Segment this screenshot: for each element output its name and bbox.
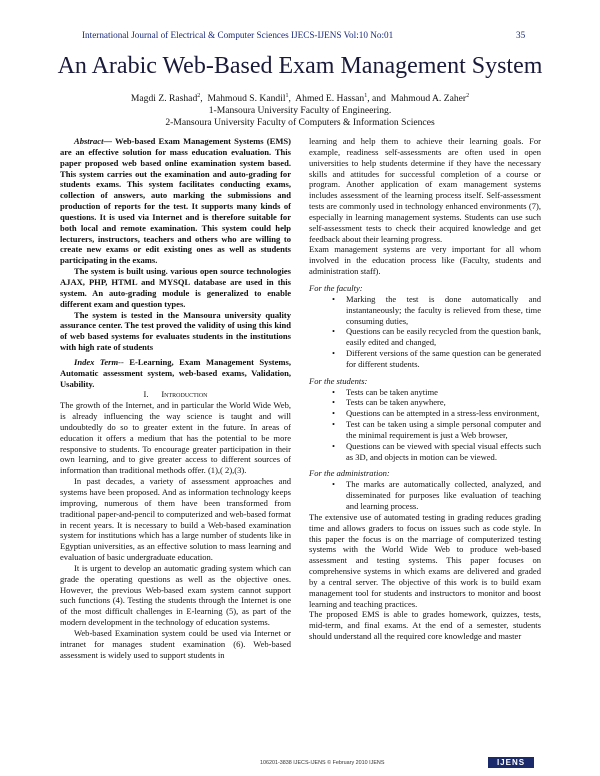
author-conjunction: , and <box>367 93 386 105</box>
paper-title: An Arabic Web-Based Exam Management System <box>57 53 543 79</box>
right-column <box>309 136 541 642</box>
list-label-administration: For the administration: <box>309 468 390 479</box>
index-terms-text: E-Learning, Exam Management Systems, Automatic assessment system, web-based exams, Validation, Usability. <box>60 356 291 389</box>
students-list <box>309 387 541 463</box>
section-heading <box>60 389 291 400</box>
body-paragraph: The growth of the Internet, and in particular the World Wide Web, is already influencing the way science is taught and will undoubtedly do so to greater extent in the future. In areas of education it offers a medium that has the potential to be more responsive to students. To encourage greater participation in their own learning, and to give greater access to different sources of information than traditional methods offer. (1),( 2),(3). <box>60 400 291 476</box>
abstract-paragraph <box>60 136 291 266</box>
affiliation-mark: 1 <box>285 93 289 99</box>
footer-text: 106201-3838 IJECS-IJENS © February 2010 IJENS <box>260 760 385 766</box>
journal-logo: IJENS <box>488 757 534 768</box>
faculty-list <box>309 294 541 370</box>
section-title: Introduction <box>161 389 208 400</box>
section-number: I. <box>143 389 149 400</box>
index-terms-label: Index Term-- <box>74 356 124 367</box>
page-number: 35 <box>516 30 526 40</box>
body-paragraph: Web-based Examination system could be used via Internet or intranet for manages student examination (6). Web-based assessment is widely used to support students in <box>60 627 291 660</box>
affiliation-1: 1-Mansoura University Faculty of Engineering. <box>208 105 392 117</box>
body-paragraph: It is urgent to develop an automatic grading system which can grade the operating questions as well as the objective ones. However, the previous Web-based exam system cannot support such functions (4). Testing the students through the Internet is one of the most difficult challenges in E-learning (5), as part of the modern development in the technology of education systems. <box>60 562 291 628</box>
author-block <box>0 90 600 129</box>
list-label-faculty: For the faculty: <box>309 282 363 293</box>
list-item: • Different versions of the same question can be generated for different students. <box>346 348 541 370</box>
affiliation-2: 2-Mansoura University Faculty of Computers & Information Sciences <box>165 117 435 129</box>
list-item: • Test can be taken using a simple personal computer and the minimal requirement is just a Web browser, <box>346 419 541 441</box>
list-item: • The marks are automatically collected, analyzed, and disseminated for purposes like evaluation of teaching and learning process. <box>346 479 541 512</box>
affiliation-mark: 2 <box>197 93 201 99</box>
body-paragraph: In past decades, a variety of assessment approaches and systems have been proposed. And as information technology keeps improving, numerous of them have been transformed from traditional paper-and-pencil to computerized and web-based format in recent years. It is necessary to build a Web-based examination system for institutions which has a large number of students like in Egyptian universities, as an effective solution to mass learning and evaluation of basic undergraduate education. <box>60 476 291 563</box>
list-item: • Tests can be taken anywhere, <box>346 397 541 408</box>
journal-name: International Journal of Electrical & Computer Sciences IJECS-IJENS Vol:10 No:01 <box>82 30 394 40</box>
abstract-paragraph: The system is built using. various open source technologies AJAX, PHP, HTML and MYSQL database are used in this system. An auto-grading module is generalized to enable different exam and question types. <box>60 266 291 309</box>
list-item: • Marking the test is done automatically and instantaneously; the faculty is relieved from these, time consuming duties, <box>346 294 541 327</box>
list-item: • Questions can be viewed with special visual effects such as 3D, and objects in motion can be viewed. <box>346 441 541 463</box>
left-column <box>60 136 291 661</box>
author-name: Magdi Z. Rashad <box>130 93 198 105</box>
list-item: • Questions can be easily recycled from the question bank, easily edited and changed, <box>346 326 541 348</box>
body-paragraph: The extensive use of automated testing in grading reduces grading time and allows graders to focus on issues such as code style. In this paper the focus is on the marriage of computerized testing systems with the World Wide Web to produce web-based assessment and testing systems. This paper focuses on comprehensive systems in which exams are delivered and graded by a central server. The objective of this work is to build exam management tool for students and instructors to monitor and boost learning and teaching practices. <box>309 511 541 609</box>
author-name: Ahmed E. Hassan <box>295 93 365 105</box>
author-line: Magdi Z. Rashad$^2$, Mahmoud S. Kandil$^1$, Ahmed E. Hassan$^1$, and Mahmoud A. Zaher$^2$ <box>130 93 470 105</box>
affiliation-mark: 1 <box>364 93 368 99</box>
body-paragraph: The proposed EMS is able to grades homework, quizzes, tests, mid-term, and final exams. At the end of a semester, students should understand all the required core knowledge and master <box>309 609 541 642</box>
administration-list <box>309 479 541 512</box>
list-label-students: For the students: <box>309 375 368 386</box>
body-paragraph: learning and help them to achieve their learning goals. For example, readiness self-assessments are often used in open universities to help students determine if they have the necessary skills and attitudes for successful completion of a course or program. Another application of exam management systems includes assessment of the learning process itself. Self-assessment tests are commonly used in technology enhanced environments (7), especially in learning management systems. Students can use such self-assessment tests to check their acquired knowledge and get feedback about their learning progress. <box>309 136 541 244</box>
affiliation-mark: 2 <box>466 93 470 99</box>
index-terms <box>60 357 291 390</box>
abstract-label: Abstract— <box>74 136 112 146</box>
list-item: • Questions can be attempted in a stress-less environment, <box>346 408 541 419</box>
abstract-paragraph: The system is tested in the Mansoura university quality assurance center. The test proved the validity of using this kind of web based systems for evaluates students in the institutions with high rate of students <box>60 309 291 353</box>
author-name: Mahmoud S. Kandil <box>207 93 286 105</box>
list-item: • Tests can be taken anytime <box>346 387 541 398</box>
body-paragraph: Exam management systems are very important for all whom involved in the education process like (Faculty, students and administration staff). <box>309 244 541 277</box>
author-name: Mahmoud A. Zaher <box>390 93 467 105</box>
abstract-text: Web-based Exam Management Systems (EMS) are an effective solution for mass education evaluation. This paper proposed web based online examination system based. This system carries out the examination and auto-grading for students exams. This system facilitates conducting exams, collection of answers, auto marking the submissions and production of reports for the test. It supports many kinds of questions. It is used via Internet and is therefore suitable for both local and remote examination. This system could help lecturers, instructors, teachers and others who are willing to create new exams or edit existing ones as well as students participating in the exams. <box>60 136 291 266</box>
